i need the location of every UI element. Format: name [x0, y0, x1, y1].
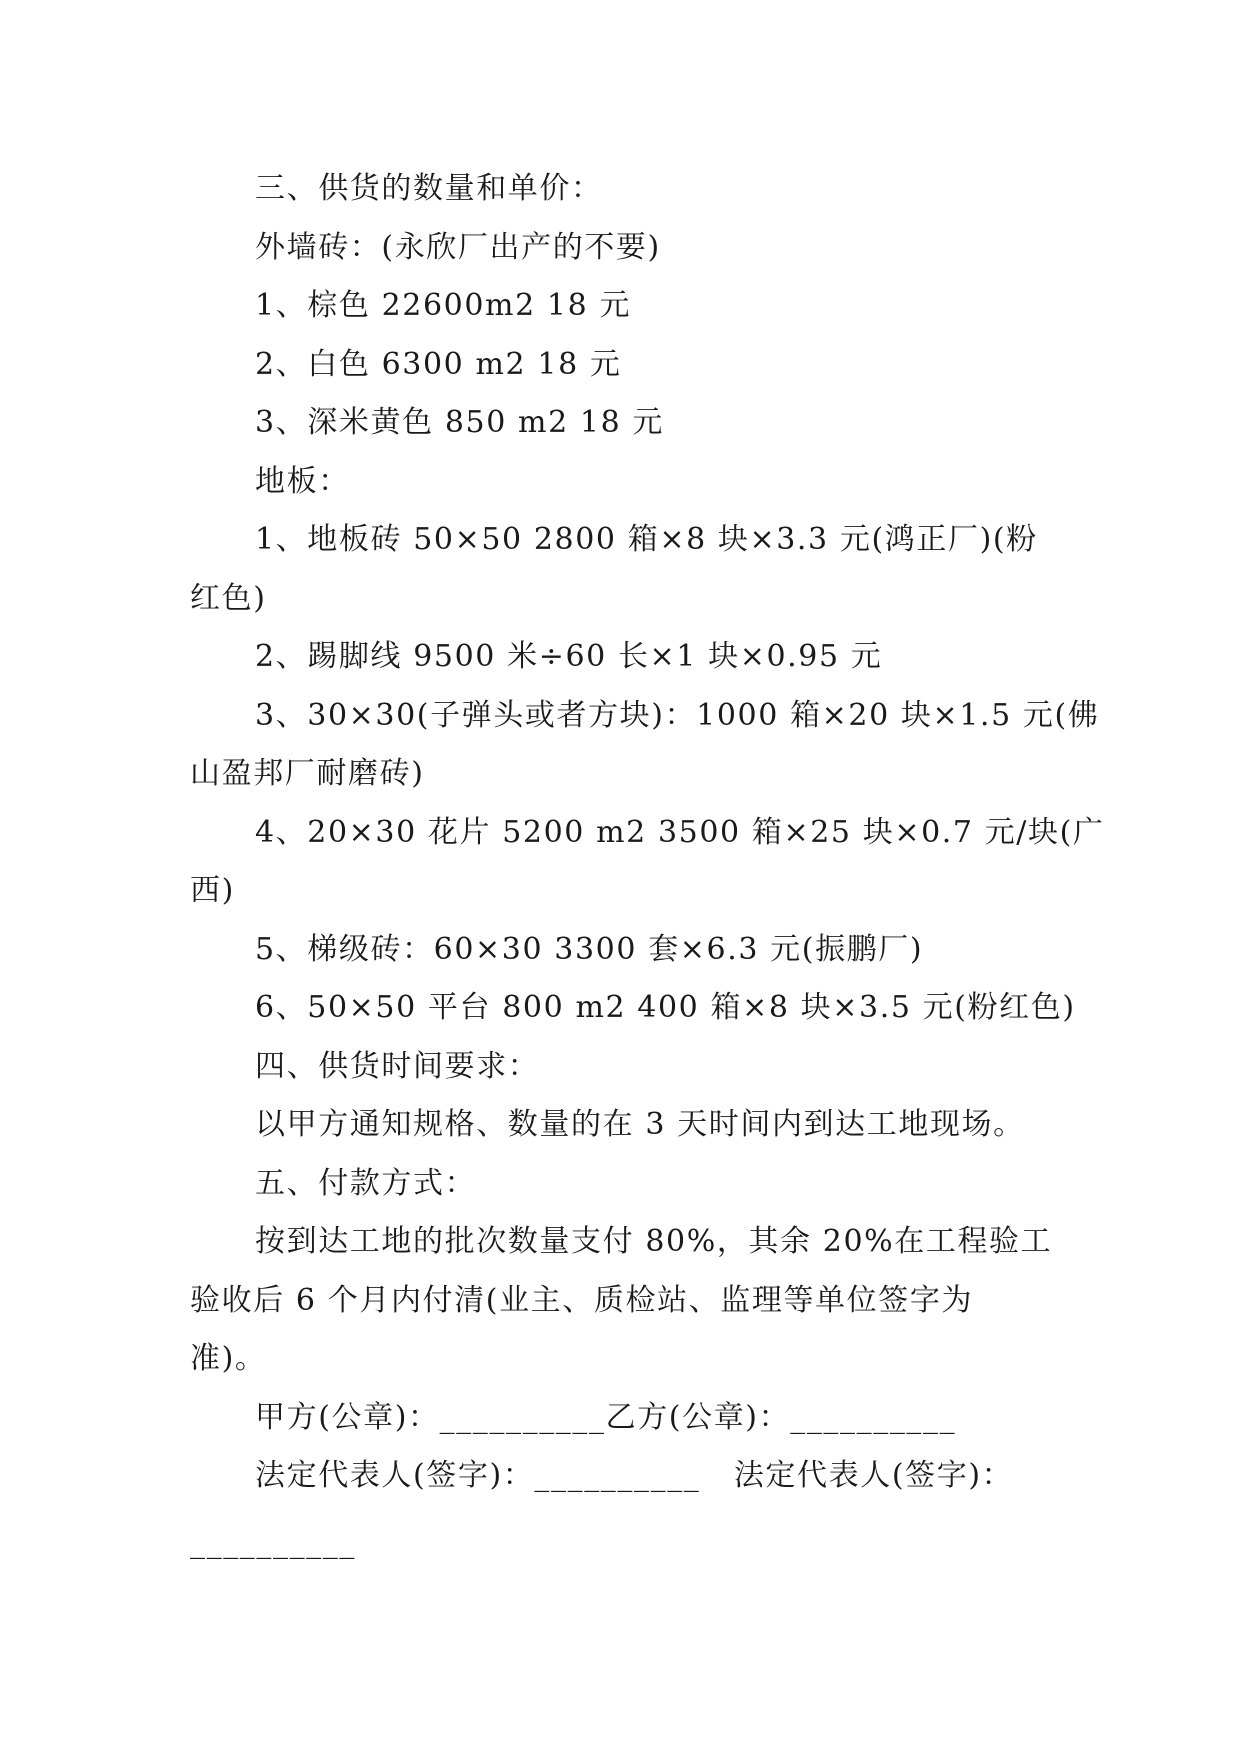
section-heading-payment: 五、付款方式： [255, 1165, 477, 1201]
list-item-continuation: 山盈邦厂耐磨砖) [190, 756, 425, 791]
paragraph-text: 按到达工地的批次数量支付 80%，其余 20%在工程验工 [255, 1224, 1053, 1259]
list-item: 2、踢脚线 9500 米÷60 长×1 块×0.95 元 [255, 639, 883, 674]
document-body [190, 160, 1105, 1572]
paragraph-continuation: 准)。 [190, 1341, 267, 1376]
list-item: 4、20×30 花片 5200 m2 3500 箱×25 块×0.7 元/块(广 [255, 814, 1105, 850]
signature-blank: __________ [190, 1524, 356, 1560]
list-item: 5、梯级砖：60×30 3300 套×6.3 元(振鹏厂) [255, 931, 924, 967]
paragraph-text: 以甲方通知规格、数量的在 3 天时间内到达工地现场。 [255, 1107, 1025, 1142]
list-item-continuation: 红色) [190, 580, 267, 616]
list-item: 3、30×30(子弹头或者方块)：1000 箱×20 块×1.5 元(佛 [255, 697, 1100, 733]
exterior-tile-heading: 外墙砖：(永欣厂出产的不要) [255, 229, 661, 265]
floor-tile-heading: 地板： [255, 463, 350, 499]
seal-signature-line: 甲方(公章)：__________乙方(公章)：__________ [255, 1399, 957, 1435]
list-item: 1、棕色 22600m2 18 元 [255, 288, 632, 323]
list-item: 1、地板砖 50×50 2800 箱×8 块×3.3 元(鸿正厂)(粉 [255, 522, 1038, 557]
list-item-continuation: 西) [190, 873, 235, 908]
list-item: 2、白色 6300 m2 18 元 [255, 346, 622, 382]
list-item: 6、50×50 平台 800 m2 400 箱×8 块×3.5 元(粉红色) [255, 990, 1076, 1025]
paragraph-continuation: 验收后 6 个月内付清(业主、质检站、监理等单位签字为 [190, 1282, 974, 1318]
list-item: 3、深米黄色 850 m2 18 元 [255, 405, 664, 440]
representative-signature-line: 法定代表人(签字)：__________ 法定代表人(签字)： [255, 1458, 1014, 1493]
section-heading-quantity-price: 三、供货的数量和单价： [255, 171, 603, 206]
section-heading-delivery-time: 四、供货时间要求： [255, 1048, 540, 1084]
